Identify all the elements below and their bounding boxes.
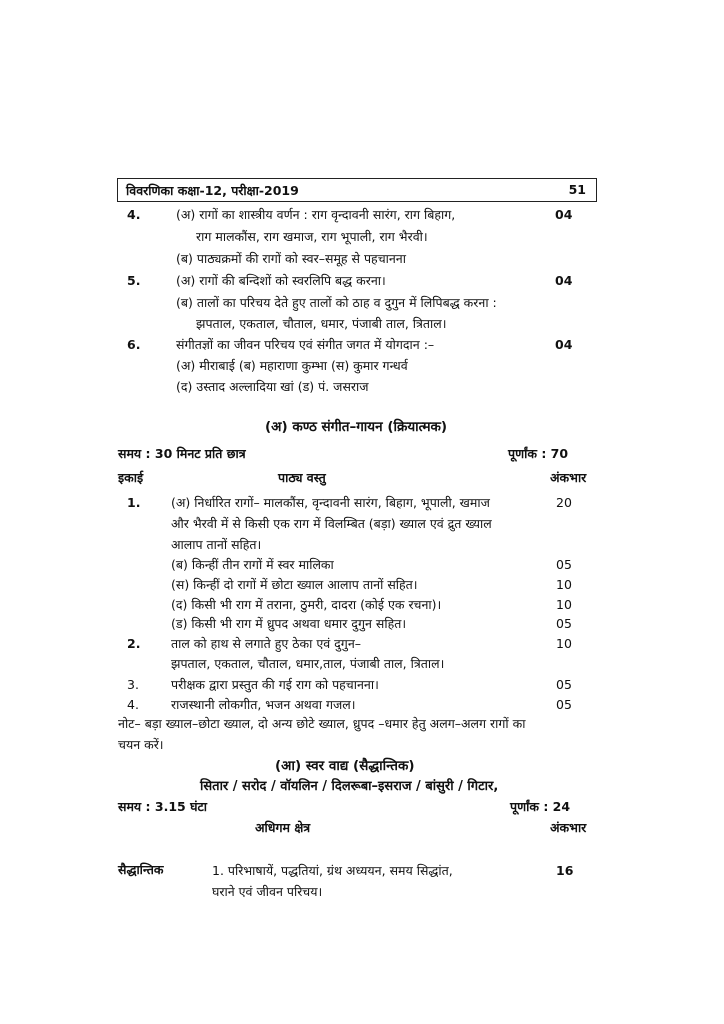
column-header-marks: अंकभार <box>550 470 587 485</box>
question-number: 4. <box>127 207 141 222</box>
question-number: 5. <box>127 273 141 288</box>
question-text: (ब) तालों का परिचय देते हुए तालों को ठाह व दुगुन में लिपिबद्ध करना : <box>176 295 497 310</box>
item-marks: 05 <box>556 697 572 712</box>
time-label: समय : 30 मिनट प्रति छात्र <box>118 446 246 461</box>
section-title: (आ) स्वर वाद्य (सैद्धान्तिक) <box>275 758 415 774</box>
total-marks: पूर्णांक : 24 <box>510 799 571 814</box>
row-text: घराने एवं जीवन परिचय। <box>212 884 323 899</box>
item-text: और भैरवी में से किसी एक राग में विलम्बित (बड़ा) ख्याल एवं द्रुत ख्याल <box>171 516 492 531</box>
item-text: परीक्षक द्वारा प्रस्तुत की गई राग को पहचानना। <box>171 677 379 692</box>
item-marks: 05 <box>556 616 572 631</box>
column-header-area: अधिगम क्षेत्र <box>255 820 311 835</box>
column-header-marks: अंकभार <box>550 820 587 835</box>
section-title: (अ) कण्ठ संगीत–गायन (क्रियात्मक) <box>265 419 448 435</box>
column-header-unit: इकाई <box>118 470 144 485</box>
item-marks: 10 <box>556 577 572 592</box>
item-text: (स) किन्हीं दो रागों में छोटा ख्याल आलाप तानों सहित। <box>171 577 418 592</box>
header-title: विवरणिका कक्षा-12, परीक्षा-2019 <box>126 183 299 198</box>
instrument-list: सितार / सरोद / वॉयलिन / दिलरूबा–इसराज / बांसुरी / गिटार, <box>200 779 499 794</box>
item-marks: 10 <box>556 636 572 651</box>
item-marks: 05 <box>556 677 572 692</box>
item-number: 3. <box>127 677 139 692</box>
item-marks: 10 <box>556 597 572 612</box>
item-text: आलाप तानों सहित। <box>171 537 262 552</box>
total-marks: पूर्णांक : 70 <box>508 446 569 461</box>
row-label: सैद्धान्तिक <box>118 862 164 877</box>
item-text: झपताल, एकताल, चौताल, धमार,ताल, पंजाबी ताल, त्रिताल। <box>171 656 445 671</box>
item-number: 4. <box>127 697 139 712</box>
question-marks: 04 <box>555 207 573 222</box>
item-text: (ब) किन्हीं तीन रागों में स्वर मालिका <box>171 557 334 572</box>
item-number: 2. <box>127 636 141 651</box>
question-text: संगीतज्ञों का जीवन परिचय एवं संगीत जगत में योगदान :– <box>176 337 435 352</box>
question-text: झपताल, एकताल, चौताल, धमार, पंजाबी ताल, त्रिताल। <box>196 316 447 331</box>
question-text: राग मालकौंस, राग खमाज, राग भूपाली, राग भैरवी। <box>196 229 428 244</box>
question-text: (ब) पाठ्यक्रमों की रागों को स्वर–समूह से पहचानना <box>176 251 406 266</box>
note-text: नोट– बड़ा ख्याल–छोटा ख्याल, दो अन्य छोटे ख्याल, ध्रुपद –धमार हेतु अलग–अलग रागों का <box>118 716 526 731</box>
question-marks: 04 <box>555 273 573 288</box>
item-text: (अ) निर्धारित रागों– मालकौंस, वृन्दावनी सारंग, बिहाग, भूपाली, खमाज <box>171 495 490 510</box>
question-text: (अ) मीराबाई (ब) महाराणा कुम्भा (स) कुमार गन्धर्व <box>176 358 408 373</box>
item-text: (ड) किसी भी राग में ध्रुपद अथवा धमार दुगुन सहित। <box>171 616 407 631</box>
question-text: (अ) रागों का शास्त्रीय वर्णन : राग वृन्दावनी सारंग, राग बिहाग, <box>176 207 456 222</box>
time-label: समय : 3.15 घंटा <box>118 799 207 814</box>
item-marks: 20 <box>556 495 572 510</box>
question-marks: 04 <box>555 337 573 352</box>
page-header <box>117 178 597 202</box>
row-text: 1. परिभाषायें, पद्धतियां, ग्रंथ अध्ययन, समय सिद्धांत, <box>212 863 453 878</box>
column-header-content: पाठ्य वस्तु <box>278 470 326 485</box>
question-text: (द) उस्ताद अल्लादिया खां (ड) पं. जसराज <box>176 379 369 394</box>
item-marks: 05 <box>556 557 572 572</box>
item-text: राजस्थानी लोकगीत, भजन अथवा गजल। <box>171 697 356 712</box>
question-text: (अ) रागों की बन्दिशों को स्वरलिपि बद्ध करना। <box>176 273 386 288</box>
item-text: (द) किसी भी राग में तराना, ठुमरी, दादरा (कोई एक रचना)। <box>171 597 442 612</box>
question-number: 6. <box>127 337 141 352</box>
item-text: ताल को हाथ से लगाते हुए ठेका एवं दुगुन– <box>171 636 362 651</box>
note-text: चयन करें। <box>118 737 164 752</box>
row-marks: 16 <box>556 863 574 878</box>
item-number: 1. <box>127 495 141 510</box>
page-number: 51 <box>568 182 586 197</box>
